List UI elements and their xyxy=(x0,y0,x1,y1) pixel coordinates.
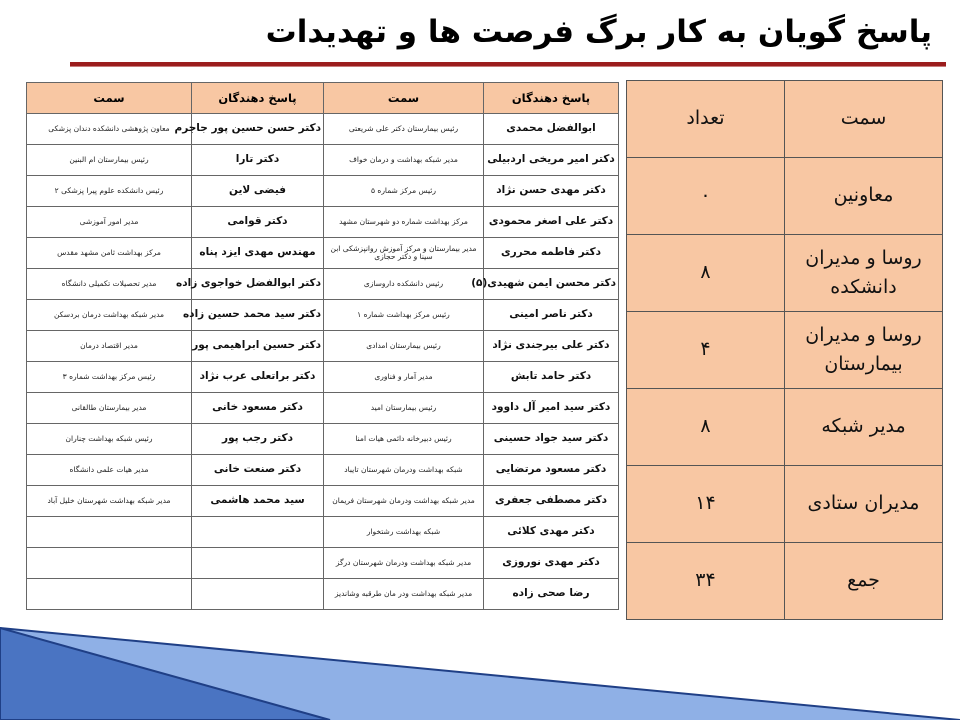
respondent-name-cell: دکتر مصطفی جعفری xyxy=(484,486,619,517)
position-count-cell: ۸ xyxy=(627,389,785,466)
respondent-position-cell: مدیر شبکه بهداشت و درمان خواف xyxy=(324,145,484,176)
position-count-cell: ۴ xyxy=(627,312,785,389)
respondent-position-cell: مدیر شبکه بهداشت شهرستان خلیل آباد xyxy=(27,486,192,517)
respondent-name-cell: دکتر حسین ابراهیمی پور xyxy=(192,331,324,362)
respondent-position-cell: مدیر آمار و فناوری xyxy=(324,362,484,393)
respondent-name-cell: رضا صحی زاده xyxy=(484,579,619,610)
respondent-position-cell: رئیس مرکز بهداشت شماره ۱ xyxy=(324,300,484,331)
table-row xyxy=(27,362,619,393)
respondent-name-cell: دکتر مسعود خانی xyxy=(192,393,324,424)
page-title: پاسخ گویان به کار برگ فرصت ها و تهدیدات xyxy=(265,14,932,50)
header-respondents-2: پاسخ دهندگان xyxy=(192,83,324,114)
position-category-cell: روسا و مدیران بیمارستان xyxy=(785,312,943,389)
respondent-name-cell: سید محمد هاشمی xyxy=(192,486,324,517)
position-category-cell: مدیران ستادی xyxy=(785,466,943,543)
respondent-name-cell: دکتر فاطمه محرری xyxy=(484,238,619,269)
table-row xyxy=(27,424,619,455)
respondent-name-cell: دکتر محسن ایمن شهیدی(۵) xyxy=(484,269,619,300)
respondent-name-cell: دکتر ناصر امینی xyxy=(484,300,619,331)
respondent-position-cell: مدیر شبکه بهداشت درمان بردسکن xyxy=(27,300,192,331)
respondent-name-cell xyxy=(192,548,324,579)
table-row xyxy=(27,238,619,269)
respondent-name-cell: دکتر سید جواد حسینی xyxy=(484,424,619,455)
respondent-position-cell: رئیس بیمارستان امدادی xyxy=(324,331,484,362)
respondent-position-cell: معاون پژوهشی دانشکده دندان پزشکی xyxy=(27,114,192,145)
respondent-name-cell: ابوالفضل محمدی xyxy=(484,114,619,145)
header-position: سمت xyxy=(785,81,943,158)
table-row xyxy=(27,517,619,548)
table-row xyxy=(27,548,619,579)
count-row xyxy=(627,312,943,389)
respondent-position-cell: مدیر تحصیلات تکمیلی دانشگاه xyxy=(27,269,192,300)
respondents-header-row xyxy=(27,83,619,114)
position-category-cell: روسا و مدیران دانشکده xyxy=(785,235,943,312)
respondent-position-cell xyxy=(27,548,192,579)
table-row xyxy=(27,269,619,300)
respondent-name-cell: دکتر صنعت خانی xyxy=(192,455,324,486)
table-row xyxy=(27,300,619,331)
table-row xyxy=(27,393,619,424)
count-header-row xyxy=(627,81,943,158)
respondent-name-cell: دکتر حامد تابش xyxy=(484,362,619,393)
position-count-cell: ۱۴ xyxy=(627,466,785,543)
table-row xyxy=(27,207,619,238)
position-category-cell: مدیر شبکه xyxy=(785,389,943,466)
count-row xyxy=(627,466,943,543)
position-count-table xyxy=(626,80,943,620)
table-row xyxy=(27,486,619,517)
respondent-position-cell: رئیس مرکز بهداشت شماره ۳ xyxy=(27,362,192,393)
respondent-name-cell: دکتر تارا xyxy=(192,145,324,176)
respondent-name-cell xyxy=(192,517,324,548)
position-category-cell: جمع xyxy=(785,543,943,620)
count-row xyxy=(627,158,943,235)
table-row xyxy=(27,114,619,145)
header-count: تعداد xyxy=(627,81,785,158)
respondent-position-cell xyxy=(27,579,192,610)
header-respondents-1: پاسخ دهندگان xyxy=(484,83,619,114)
respondent-position-cell: مدیر شبکه بهداشت ودر مان طرقبه وشاندیز xyxy=(324,579,484,610)
table-row xyxy=(27,579,619,610)
respondent-name-cell: دکتر مهدی حسن نژاد xyxy=(484,176,619,207)
position-category-cell: معاونین xyxy=(785,158,943,235)
respondent-name-cell: دکتر مسعود مرتضایی xyxy=(484,455,619,486)
count-row xyxy=(627,543,943,620)
respondent-name-cell: دکتر امیر مریخی اردبیلی xyxy=(484,145,619,176)
count-row xyxy=(627,235,943,312)
respondent-position-cell: شبکه بهداشت ودرمان شهرستان تایباد xyxy=(324,455,484,486)
respondent-name-cell: دکتر ابوالفضل خواجوی زاده xyxy=(192,269,324,300)
respondent-position-cell: رئیس بیمارستان امید xyxy=(324,393,484,424)
respondent-name-cell: دکتر رجب پور xyxy=(192,424,324,455)
position-count-cell: ۳۴ xyxy=(627,543,785,620)
decorative-bottom-shape xyxy=(0,628,960,720)
title-underline-shadow xyxy=(70,66,946,67)
table-row xyxy=(27,331,619,362)
respondent-name-cell: دکتر براتعلی عرب نژاد xyxy=(192,362,324,393)
respondent-position-cell xyxy=(27,517,192,548)
respondent-position-cell: رئیس شبکه بهداشت چناران xyxy=(27,424,192,455)
respondent-position-cell: مدیر امور آموزشی xyxy=(27,207,192,238)
respondent-name-cell: دکتر علی اصغر محمودی xyxy=(484,207,619,238)
respondent-name-cell: دکتر سید محمد حسین زاده xyxy=(192,300,324,331)
respondent-name-cell: دکتر حسن حسین پور جاجرم xyxy=(192,114,324,145)
header-position-1: سمت xyxy=(324,83,484,114)
respondent-position-cell: مدیر شبکه بهداشت ودرمان شهرستان فریمان xyxy=(324,486,484,517)
respondent-name-cell: دکتر علی بیرجندی نژاد xyxy=(484,331,619,362)
respondent-position-cell: مرکز بهداشت ثامن مشهد مقدس xyxy=(27,238,192,269)
respondent-position-cell: مدیر شبکه بهداشت ودرمان شهرستان درگز xyxy=(324,548,484,579)
count-row xyxy=(627,389,943,466)
respondent-name-cell: دکتر سید امیر آل داوود xyxy=(484,393,619,424)
respondent-position-cell: رئیس دانشکده علوم پیرا پزشکی ۲ xyxy=(27,176,192,207)
respondent-name-cell: دکتر قوامی xyxy=(192,207,324,238)
position-count-cell: ۰ xyxy=(627,158,785,235)
respondent-position-cell: رئیس بیمارستان دکتر علی شریعتی xyxy=(324,114,484,145)
respondent-position-cell: رئیس مرکز شماره ۵ xyxy=(324,176,484,207)
table-row xyxy=(27,176,619,207)
respondent-position-cell: مدیر هیات علمی دانشگاه xyxy=(27,455,192,486)
respondent-name-cell: مهندس مهدی ایزد پناه xyxy=(192,238,324,269)
respondent-position-cell: رئیس دانشکده داروسازی xyxy=(324,269,484,300)
respondent-position-cell: مدیر بیمارستان و مرکز آموزش روانپزشکی ابن سینا و دکتر حجازی xyxy=(324,238,484,269)
respondent-name-cell: دکتر مهدی نوروزی xyxy=(484,548,619,579)
respondent-position-cell: مدیر اقتصاد درمان xyxy=(27,331,192,362)
respondent-position-cell: رئیس بیمارستان ام البنین xyxy=(27,145,192,176)
respondent-position-cell: شبکه بهداشت رشتخوار xyxy=(324,517,484,548)
respondent-position-cell: مرکز بهداشت شماره دو شهرستان مشهد xyxy=(324,207,484,238)
table-row xyxy=(27,145,619,176)
table-row xyxy=(27,455,619,486)
respondent-name-cell xyxy=(192,579,324,610)
position-count-cell: ۸ xyxy=(627,235,785,312)
respondent-name-cell: دکتر مهدی کلائی xyxy=(484,517,619,548)
respondent-name-cell: فیضی لاین xyxy=(192,176,324,207)
respondent-position-cell: رئیس دبیرخانه دائمی هیات امنا xyxy=(324,424,484,455)
header-position-2: سمت xyxy=(27,83,192,114)
respondent-position-cell: مدیر بیمارستان طالقانی xyxy=(27,393,192,424)
respondents-table xyxy=(26,82,619,610)
